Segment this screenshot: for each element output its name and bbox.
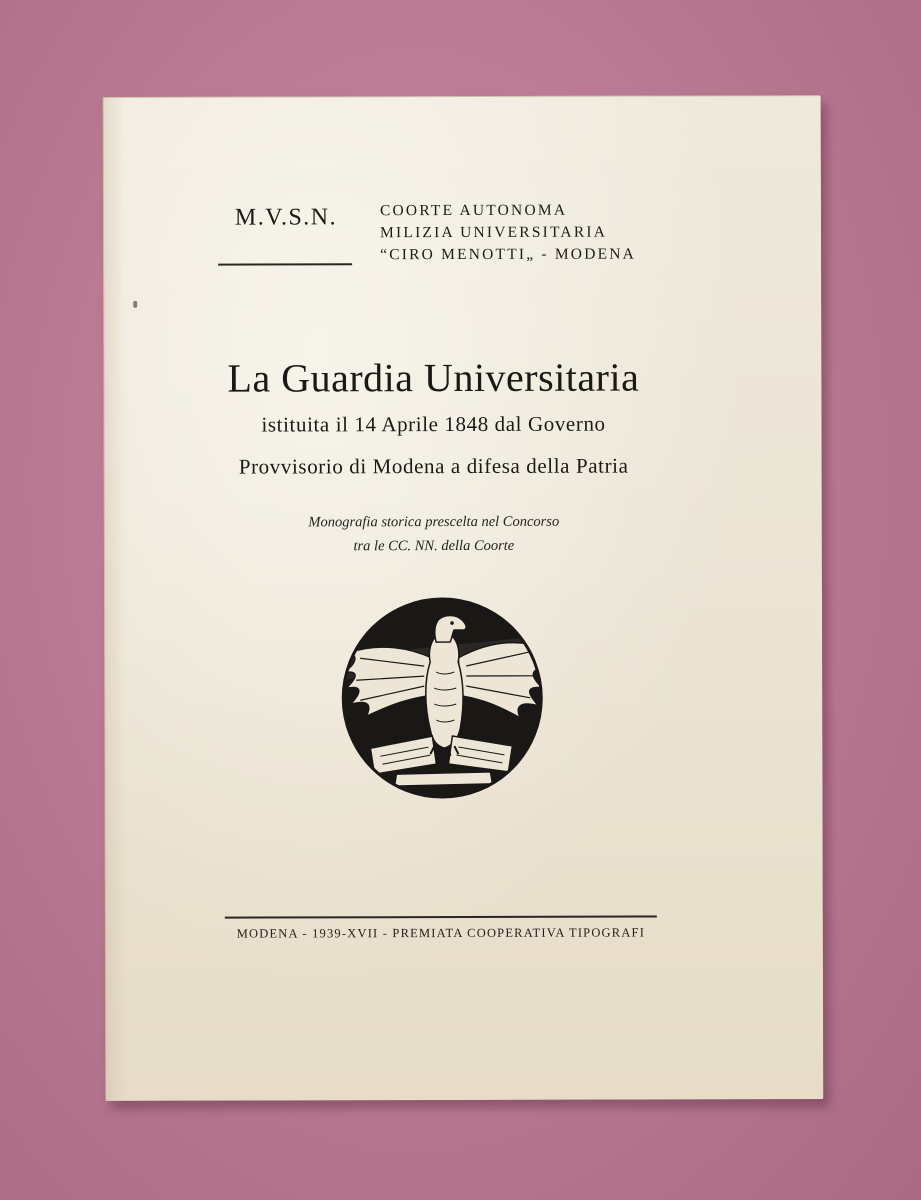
header-line: MILIZIA UNIVERSITARIA <box>380 223 608 242</box>
eagle-on-books-emblem <box>340 596 545 801</box>
note-line: tra le CC. NN. della Coorte <box>353 537 515 555</box>
header-left <box>218 204 354 231</box>
monograph-note <box>204 509 664 558</box>
lower-book <box>394 772 492 786</box>
paper-speck <box>133 301 137 308</box>
publisher-imprint: MODENA - 1939-XVII - PREMIATA COOPERATIVA TIPOGRAFI <box>236 925 646 941</box>
mvsn-label: M.V.S.N. <box>234 204 338 231</box>
header-line: “CIRO MENOTTI„ - MODENA <box>380 245 637 264</box>
eagle-body <box>426 636 464 748</box>
header-rule <box>218 263 352 265</box>
booklet-cover <box>103 95 824 1101</box>
note-line: Monografia storica prescelta nel Concorso <box>308 513 560 531</box>
title-block <box>203 353 663 487</box>
cover-subtitle-line: Provvisorio di Modena a difesa della Patria <box>238 453 629 479</box>
header-line: COORTE AUTONOMA <box>379 201 568 220</box>
footer-rule <box>225 915 657 918</box>
header-right <box>380 199 660 266</box>
cover-subtitle-line: istituita il 14 Aprile 1848 dal Governo <box>261 411 606 437</box>
cover-title: La Guardia Universitaria <box>227 354 640 401</box>
